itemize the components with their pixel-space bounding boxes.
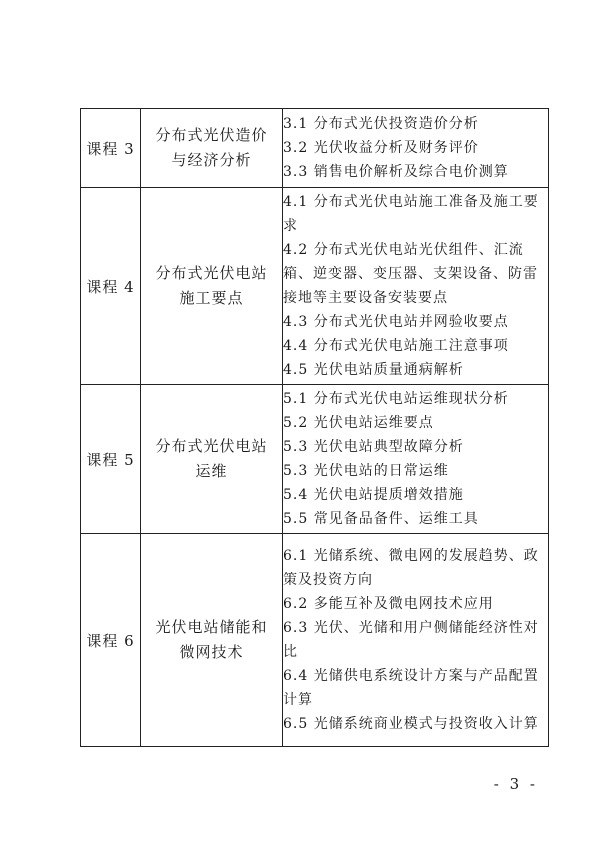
topic-item: 5.3 光伏电站的日常运维 bbox=[283, 463, 449, 479]
course-row bbox=[81, 109, 549, 188]
course-title: 分布式光伏电站施工要点 bbox=[155, 264, 268, 307]
course-title: 分布式光伏电站运维 bbox=[155, 437, 268, 480]
course-title: 光伏电站储能和微网技术 bbox=[155, 618, 268, 661]
course-row bbox=[81, 188, 549, 385]
topic-item: 4.4 分布式光伏电站施工注意事项 bbox=[283, 338, 509, 354]
course-topics bbox=[283, 385, 549, 534]
topic-item: 6.2 多能互补及微电网技术应用 bbox=[283, 596, 494, 612]
course-topics bbox=[283, 109, 549, 188]
course-number: 课程 3 bbox=[81, 109, 141, 188]
topic-item: 4.1 分布式光伏电站施工准备及施工要求 bbox=[283, 194, 539, 234]
topic-item: 4.5 光伏电站质量通病解析 bbox=[283, 362, 464, 378]
course-number: 课程 5 bbox=[81, 385, 141, 534]
topic-item: 5.1 分布式光伏电站运维现状分析 bbox=[283, 391, 509, 407]
course-number: 课程 6 bbox=[81, 534, 141, 747]
course-title: 分布式光伏造价与经济分析 bbox=[155, 126, 268, 169]
topic-item: 4.3 分布式光伏电站并网验收要点 bbox=[283, 314, 509, 330]
course-table bbox=[80, 108, 549, 747]
topic-item: 6.1 光储系统、微电网的发展趋势、政策及投资方向 bbox=[283, 548, 539, 588]
topic-item: 6.5 光储系统商业模式与投资收入计算 bbox=[283, 716, 539, 732]
course-number: 课程 4 bbox=[81, 188, 141, 385]
topic-item: 3.2 光伏收益分析及财务评价 bbox=[283, 140, 479, 156]
topic-item: 5.4 光伏电站提质增效措施 bbox=[283, 487, 464, 503]
topic-item: 6.3 光伏、光储和用户侧储能经济性对比 bbox=[283, 620, 539, 660]
page-number: - 3 - bbox=[493, 775, 538, 793]
topic-item: 4.2 分布式光伏电站光伏组件、汇流箱、逆变器、变压器、支架设备、防雷接地等主要设备安装要点 bbox=[283, 242, 538, 306]
topic-item: 3.1 分布式光伏投资造价分析 bbox=[283, 116, 479, 132]
course-row bbox=[81, 385, 549, 534]
topic-item: 6.4 光储供电系统设计方案与产品配置计算 bbox=[283, 668, 539, 708]
course-row bbox=[81, 534, 549, 747]
course-topics bbox=[283, 534, 549, 747]
topic-item: 3.3 销售电价解析及综合电价测算 bbox=[283, 164, 509, 180]
topic-item: 5.2 光伏电站运维要点 bbox=[283, 415, 434, 431]
topic-item: 5.3 光伏电站典型故障分析 bbox=[283, 439, 464, 455]
topic-item: 5.5 常见备品备件、运维工具 bbox=[283, 511, 479, 527]
course-topics bbox=[283, 188, 549, 385]
